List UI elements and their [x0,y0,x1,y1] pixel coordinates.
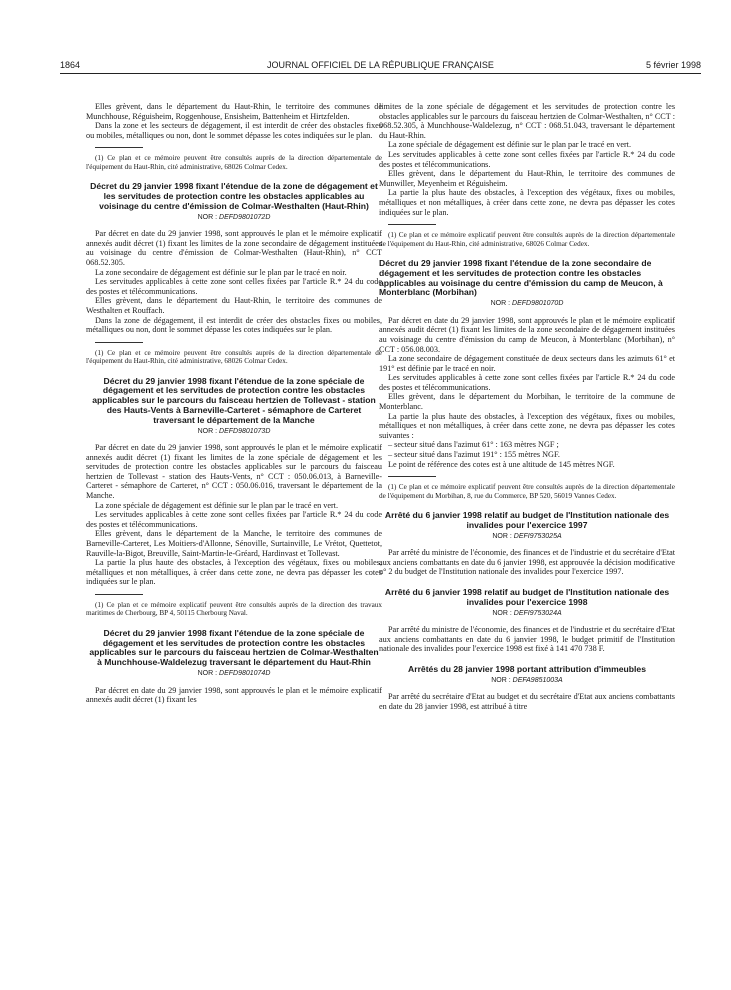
paragraph: La zone secondaire de dégagement constituée de deux secteurs dans les azimuts 61° et 191° est définie par le tracé en noir. [379,354,675,373]
nor-reference: NOR : DEFD9801070D [490,300,564,308]
paragraph: La partie la plus haute des obstacles, à l'exception des végétaux, fixes ou mobiles, métalliques et non métalliques, à créer dans cette zone, ne devra pas dépasser les cotes indiquées sur le plan. [86,558,382,587]
footnote: (1) Ce plan et ce mémoire explicatif peuvent être consultés auprès de la direction départementale de l'équipement du Morbihan, 8, rue du Commerce, BP 520, 56019 Vannes Cedex. [379,483,675,500]
footnote: (1) Ce plan et ce mémoire explicatif peuvent être consultés auprès de la direction des travaux maritimes de Cherbourg, BP 4, 50115 Cherbourg Naval. [86,601,382,618]
article-arretes-immeubles [379,665,675,712]
paragraph: Par décret en date du 29 janvier 1998, sont approuvés le plan et le mémoire explicatif annexés audit décret (1) fixant les limites de la zone secondaire de dégagement instituées au voisinage du centre d'émission du camp de Meucon, à Monterblanc (Morbihan), n° CCT : 056.08.003. [379,315,675,354]
paragraph: Le point de référence des cotes est à une altitude de 145 mètres NGF. [388,459,615,469]
paragraph: Par arrêté du secrétaire d'Etat au budget et du secrétaire d'Etat aux anciens combattants en date du 28 janvier 1998, est attribué à titre [379,692,675,711]
footnote-separator [388,224,436,225]
article-arrete-budget-1998 [379,588,675,654]
nor-code: DEFA9851003A [512,676,563,684]
nor-code: DEFD9801073D [219,427,271,435]
paragraph: Elles grèvent, dans le département du Haut-Rhin, le territoire des communes de Westhalten et Rouffach. [86,296,382,315]
paragraph: Par arrêté du ministre de l'économie, des finances et de l'industrie et du secrétaire d'Etat aux anciens combattants en date du 6 janvier 1998, est approuvée la décision modificative n° 2 du budget de l'Institution nationale des invalides pour l'exercice 1997. [379,548,676,577]
paragraph: La zone spéciale de dégagement est définie sur le plan par le tracé en vert. [95,500,339,510]
nor-code: DEFD9801070D [512,300,564,308]
footnote-separator [388,476,436,477]
nor-reference: NOR : DEFI9753025A [492,532,562,540]
nor-code: DEFI9753025A [513,532,562,540]
paragraph: La zone secondaire de dégagement est définie sur le plan par le tracé en noir. [95,267,347,277]
paragraph: Les servitudes applicables à cette zone sont celles fixées par l'article R.* 24 du code des postes et télécommunications. [379,149,675,169]
paragraph: Elles grèvent, dans le département du Haut-Rhin, le territoire des communes de Munchhouse, Réguisheim, Roggenhouse, Ensisheim, Battenheim et Hirtzfelden. [86,102,382,121]
article-arrete-budget-1997 [379,511,675,577]
footnote-separator [95,147,143,148]
footnote-separator [95,342,143,343]
article-title: Décret du 29 janvier 1998 fixant l'étendue de la zone secondaire de dégagement et les servitudes de protection contre les obstacles applicables au voisinage du centre d'émission du camp de Meucon, à Monterblanc (Morbihan) [379,257,663,298]
article-title: Décret du 29 janvier 1998 fixant l'étendue de la zone spéciale de dégagement et les servitudes de protection contre les obstacles applicables sur le parcours du faisceau hertzien de Tollevast - station des Hauts-Vents à Barneville-Carteret - sémaphore de Carteret traversant le département de la Manche [92,375,376,425]
article-continued [86,102,382,171]
paragraph: Par décret en date du 29 janvier 1998, sont approuvés le plan et le mémoire explicatif annexés audit décret (1) fixant les limites de la zone secondaire de dégagement instituées au voisinage du centre d'émission de Colmar-Westhalten (Haut-Rhin), n° CCT 068.52.305. [86,229,382,267]
footnote: (1) Ce plan et ce mémoire peuvent être consultés auprès de la direction départementale de l'équipement du Haut-Rhin, cité administrative, 68026 Colmar Cedex. [86,154,382,171]
footnote: (1) Ce plan et ce mémoire peuvent être consultés auprès de la direction départementale de l'équipement du Haut-Rhin, cité administrative, 68026 Colmar Cedex. [86,348,382,366]
paragraph: limites de la zone spéciale de dégagement et les servitudes de protection contre les obstacles applicables sur le parcours du faisceau hertzien de Colmar-Westhalten, n° CCT : 068.52.305, à Munchhouse-Waldelezug, n° CCT : 068.51.043, traversant le département du Haut-Rhin. [379,102,675,140]
paragraph: Elles grèvent, dans le département de la Manche, le territoire des communes de Barneville-Carteret, Les Moitiers-d'Allonne, Sénoville, Surtainville, Le Vrétot, Quettetot, Rauville-la-Bigot, Breuville, Saint-Martin-le-Gréard, Hardinvast et Tollevast. [86,529,382,558]
article-title: Arrêté du 6 janvier 1998 relatif au budget de l'Institution nationale des invalides pour l'exercice 1997 [384,510,670,530]
footnote: (1) Ce plan et ce mémoire explicatif peuvent être consultés auprès de la direction départementale de l'équipement du Haut-Rhin, cité administrative, 68026 Colmar Cedex. [379,231,675,248]
paragraph: Par décret en date du 29 janvier 1998, sont approuvés le plan et le mémoire explicatif annexés audit décret (1) fixant les [86,685,382,705]
paragraph: Les servitudes applicables à cette zone sont celles fixées par l'article R.* 24 du code des postes et télécommunications. [86,510,382,529]
page-number: 1864 [60,60,81,70]
article-title: Décret du 29 janvier 1998 fixant l'étendue de la zone spéciale de dégagement et les servitudes de protection contre les obstacles applicables sur le parcours du faisceau hertzien de Colmar-Westhalten à Munchhouse-Waldelezug traversant le département du Haut-Rhin [89,627,379,668]
paragraph: Elles grèvent, dans le département du Morbihan, le territoire de la commune de Monterblanc. [379,392,675,412]
left-column [86,102,382,705]
paragraph: Les servitudes applicables à cette zone sont celles fixées par l'article R.* 24 du code des postes et télécommunications. [86,277,382,296]
article-decret-tollevast [86,377,382,618]
paragraph: Dans la zone et les secteurs de dégagement, il est interdit de créer des obstacles fixes ou mobiles, métalliques ou non, dont le sommet dépasse les cotes indiquées sur le plan. [86,121,382,140]
nor-code: DEFD9801074D [219,670,271,677]
paragraph: La zone spéciale de dégagement est définie sur le plan par le tracé en vert. [388,140,632,150]
article-decret-munchhouse [86,629,382,705]
paragraph: Par décret en date du 29 janvier 1998, sont approuvés le plan et le mémoire explicatif annexés audit décret (1) fixant les limites de la zone spéciale de dégagement et les servitudes de protection contre les obstacles applicables sur le parcours du faisceau hertzien de Tollevast - station des Hauts-Vents, n° CCT : 050.06.013, à Barneville-Carteret - sémaphore de Carteret, n° CCT : 050.06.016, traversant le département de la Manche. [86,443,382,501]
paragraph: Par arrêté du ministre de l'économie, des finances et de l'industrie et du secrétaire d'Etat aux anciens combattants en date du 6 janvier 1998, le budget primitif de l'Institution nationale des invalides pour l'exercice 1998 est fixé à 141 470 738 F. [379,625,676,654]
nor-reference: NOR : DEFD9801072D [197,213,271,221]
article-title: Décret du 29 janvier 1998 fixant l'étendue de la zone de dégagement et les servitudes de protection contre les obstacles applicables au voisinage du centre d'émission de Colmar-Westhalten (Haut-Rhin) [90,181,378,211]
paragraph: La partie la plus haute des obstacles, à l'exception des végétaux, fixes ou mobiles, métalliques et non métalliques, à créer dans cette zone, ne devra pas dépasser les cotes suivantes : [379,411,675,440]
nor-reference: NOR : DEFI9753024A [492,609,562,617]
list-item: – secteur situé dans l'azimut 61° : 163 mètres NGF ; [388,440,559,450]
nor-reference: NOR : DEFD9801074D [197,670,271,677]
header-rule [60,73,701,74]
footnote-separator [95,594,143,595]
article-title: Arrêtés du 28 janvier 1998 portant attribution d'immeubles [408,663,646,674]
list-item: – secteur situé dans l'azimut 191° : 155 mètres NGF. [388,450,560,460]
article-title: Arrêté du 6 janvier 1998 relatif au budget de l'Institution nationale des invalides pour l'exercice 1998 [384,587,670,607]
nor-code: DEFI9753024A [513,609,562,617]
journal-title: JOURNAL OFFICIEL DE LA RÉPUBLIQUE FRANÇAISE [267,60,494,70]
issue-date: 5 février 1998 [645,60,701,70]
page-header [60,60,701,74]
paragraph: Dans la zone de dégagement, il est interdit de créer des obstacles fixes ou mobiles, métalliques ou non, dont le sommet dépasse les cotes indiquées sur le plan. [86,315,382,335]
nor-reference: NOR : DEFD9801073D [197,427,271,435]
paragraph: Elles grèvent, dans le département du Haut-Rhin, le territoire des communes de Munwiller, Meyenheim et Réguisheim. [379,169,675,188]
paragraph: Les servitudes applicables à cette zone sont celles fixées par l'article R.* 24 du code des postes et télécommunications. [379,373,675,392]
article-decret-colmar-westhalten [86,182,382,365]
article-continued [379,102,675,248]
paragraph: La partie la plus haute des obstacles, à l'exception des végétaux, fixes ou mobiles, métalliques et non métalliques, à créer dans cette zone, ne devra pas dépasser les cotes indiquées sur le plan. [379,188,675,217]
right-column [379,102,675,712]
nor-code: DEFD9801072D [219,213,271,221]
nor-reference: NOR : DEFA9851003A [491,676,563,684]
article-decret-meucon [379,259,675,500]
